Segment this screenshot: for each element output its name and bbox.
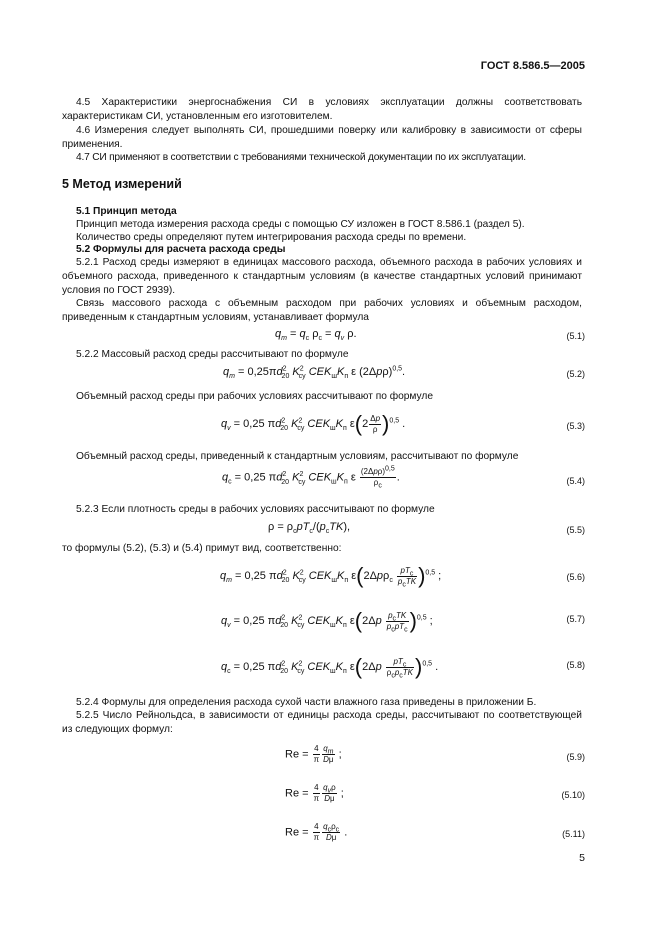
page-number: 5 xyxy=(579,852,585,864)
equation-number: (5.10) xyxy=(561,790,585,800)
formula-5-9: Re = $\frac{4}{\pi}$ $\frac{q_m}{D\mu}$ ; xyxy=(285,744,342,764)
paragraph-4-6: 4.6 Измерения следует выполнять СИ, прошедшими поверку или калибровку в зависимости от сферы применения. xyxy=(62,125,582,150)
formula-5-2: $q_m = 0,25\pi d^2_{20}$ $K^2_{су}$ $CEK_шK_п$ ε $(2\Delta p\rho)^{0,5}$. xyxy=(223,365,406,381)
paragraph-5-2-4: 5.2.4 Формулы для определения расхода сухой части влажного газа приведены в приложении Б. xyxy=(76,697,537,708)
formula-5-8: $q_c = 0,25$ $\pi d^2_{20}$ $K^2_{су}$ $CEK_шK_п$ ε(2Δp $\frac{pT_c}{\rho_cp_cTK}$ )$^{0,5}$ . xyxy=(221,654,439,680)
paragraph-volume-flow: Объемный расход среды при рабочих условиях рассчитывают по формуле xyxy=(76,391,434,402)
formula-5-5: $\rho = \rho_cpT_c/(p_cTK)$, xyxy=(268,521,351,536)
subsection-5-2-heading: 5.2 Формулы для расчета расхода среды xyxy=(76,244,286,255)
equation-number: (5.9) xyxy=(566,752,585,762)
formula-5-7: $q_v = 0,25$ $\pi d^2_{20}$ $K^2_{су}$ $CEK_шK_п$ ε(2Δp $\frac{p_cTK}{p_cpT_c}$ )$^{0,5}$ ; xyxy=(221,608,433,634)
equation-number: (5.11) xyxy=(562,829,585,839)
paragraph-5-2-1: 5.2.1 Расход среды измеряют в единицах массового расхода, объемного расхода в рабочих условиях и объемного расхода, приведенного к стандартным условиям (в качестве стандартных условий принимают условия по ГОСТ 2939). xyxy=(62,257,582,296)
formula-5-1: $q_m = q_c$ $\rho_c = q_v$ ρ. xyxy=(275,328,357,343)
equation-number: (5.2) xyxy=(566,369,585,379)
paragraph-5-1-b: Количество среды определяют путем интегрирования расхода среды по времени. xyxy=(76,232,467,243)
equation-number: (5.5) xyxy=(566,525,585,535)
formula-5-6: $q_m = 0,25$ $\pi d^2_{20}$ $K^2_{су}$ $CEK_шK_п$ ε(2Δpρ$_c$ $\frac{pT_c}{p_cTK}$ )$^{0,5}$ ; xyxy=(220,563,442,589)
formula-5-10: Re = $\frac{4}{\pi}$ $\frac{q_v\rho}{D\mu}$ ; xyxy=(285,783,344,803)
equation-number: (5.7) xyxy=(566,614,585,624)
document-code: ГОСТ 8.586.5—2005 xyxy=(480,60,585,72)
equation-number: (5.1) xyxy=(566,331,585,341)
paragraph-5-2-1-b: Связь массового расхода с объемным расходом при рабочих условиях и объемным расходом, приведенным к стандартным условиям, устанавливает формула xyxy=(62,298,582,323)
section-5-heading: 5 Метод измерений xyxy=(62,177,182,191)
paragraph-5-2-3: 5.2.3 Если плотность среды в рабочих условиях рассчитывают по формуле xyxy=(76,504,435,515)
subsection-5-1-heading: 5.1 Принцип метода xyxy=(76,206,177,217)
equation-number: (5.8) xyxy=(566,660,585,670)
paragraph-volume-flow-std: Объемный расход среды, приведенный к стандартным условиям, рассчитывают по формуле xyxy=(76,451,519,462)
equation-number: (5.4) xyxy=(566,476,585,486)
paragraph-5-1-a: Принцип метода измерения расхода среды с помощью СУ изложен в ГОСТ 8.586.1 (раздел 5). xyxy=(76,219,525,230)
formula-5-3: $q_v = 0,25$ $\pi d^2_{20}$ $K^2_{су}$ $CEK_шK_п$ ε(2 $\frac{\Delta p}{\rho}$ )$^{0,5}$ . xyxy=(221,411,406,436)
equation-number: (5.3) xyxy=(566,421,585,431)
paragraph-4-7: 4.7 СИ применяют в соответствии с требованиями технической документации по их эксплуатации. xyxy=(76,152,526,163)
paragraph-5-2-3-b: то формулы (5.2), (5.3) и (5.4) примут вид, соответственно: xyxy=(62,543,342,554)
paragraph-5-2-5: 5.2.5 Число Рейнольдса, в зависимости от единицы расхода среды, рассчитывают по соответствующей из следующих формул: xyxy=(62,710,582,735)
equation-number: (5.6) xyxy=(566,572,585,582)
formula-5-4: $q_c = 0,25$ $\pi d^2_{20}$ $K^2_{су}$ $CEK_шK_п$ ε $\frac{(2\Delta p\rho)^{0,5}}{\rho_c}$ . xyxy=(222,465,400,490)
paragraph-4-5: 4.5 Характеристики энергоснабжения СИ в условиях эксплуатации должны соответствовать характеристикам СИ, установленным его изготовителем. xyxy=(62,97,582,122)
paragraph-5-2-2: 5.2.2 Массовый расход среды рассчитывают по формуле xyxy=(76,349,349,360)
formula-5-11: Re = $\frac{4}{\pi}$ $\frac{q_c\rho_c}{D\mu}$ . xyxy=(285,822,348,842)
